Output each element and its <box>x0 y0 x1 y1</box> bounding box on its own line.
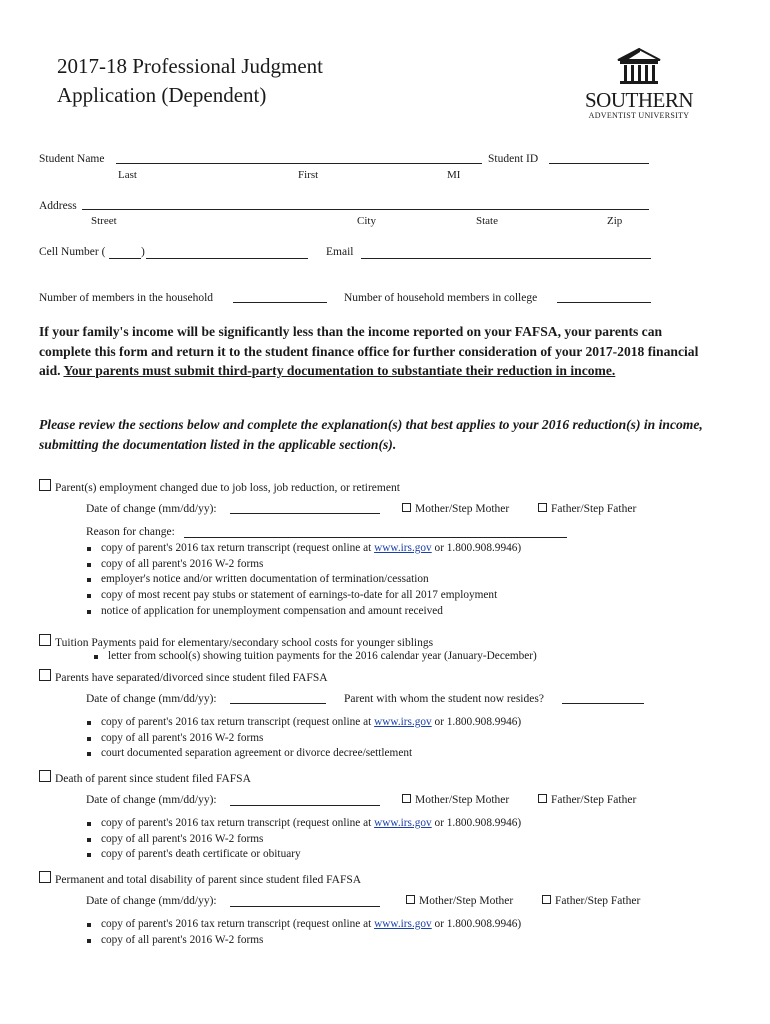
s5-mother-checkbox[interactable] <box>406 895 415 904</box>
list-item: letter from school(s) showing tuition payments for the 2016 calendar year (January-December) <box>108 649 537 665</box>
s3-doc-list <box>101 715 521 762</box>
bullet-icon <box>87 939 91 943</box>
email-label: Email <box>326 246 354 258</box>
s1-mother-label: Mother/Step Mother <box>415 503 510 515</box>
s3-resides-field[interactable] <box>562 703 644 704</box>
intro-text: If your family's income will be significantly less than the income reported on your FAFSA, your parents can complete this form and return it to the student finance office for further consideration of your 2017-2018 financial aid. <box>39 324 699 378</box>
bullet-icon <box>87 822 91 826</box>
s4-date-label: Date of change (mm/dd/yy): <box>86 794 217 806</box>
student-id-label: Student ID <box>488 153 539 165</box>
s1-father-label: Father/Step Father <box>551 503 637 515</box>
address-field[interactable] <box>82 209 649 210</box>
section-disability <box>39 871 361 886</box>
section-separated <box>39 669 328 684</box>
bullet-icon <box>87 923 91 927</box>
college-label: Number of household members in college <box>344 292 538 304</box>
household-label: Number of members in the household <box>39 292 214 304</box>
irs-link[interactable]: www.irs.gov <box>374 918 432 930</box>
email-field[interactable] <box>361 258 651 259</box>
intro-paragraph <box>39 322 699 381</box>
s4-father-option[interactable] <box>538 794 636 806</box>
s5-doc-list <box>101 917 521 948</box>
title-line-1: 2017-18 Professional Judgment <box>57 54 323 78</box>
s1-mother-option[interactable] <box>402 503 509 515</box>
s4-father-checkbox[interactable] <box>538 794 547 803</box>
s3-resides-label: Parent with whom the student now resides? <box>344 693 544 705</box>
logo-subtitle: ADVENTIST UNIVERSITY <box>588 111 690 120</box>
s5-father-checkbox[interactable] <box>542 895 551 904</box>
s1-reason-label: Reason for change: <box>86 526 175 538</box>
list-item: court documented separation agreement or divorce decree/settlement <box>101 746 521 762</box>
s2-doc-list <box>108 649 537 665</box>
first-label: First <box>298 169 319 181</box>
bullet-icon <box>87 594 91 598</box>
title-line-2: Application (Dependent) <box>57 83 267 107</box>
list-item: copy of all parent's 2016 W-2 forms <box>101 933 521 949</box>
irs-link[interactable]: www.irs.gov <box>374 716 432 728</box>
list-item: copy of most recent pay stubs or statement of earnings-to-date for all 2017 employment <box>101 588 521 604</box>
list-item: copy of all parent's 2016 W-2 forms <box>101 832 521 848</box>
s1-father-checkbox[interactable] <box>538 503 547 512</box>
bullet-icon <box>87 721 91 725</box>
s3-date-label: Date of change (mm/dd/yy): <box>86 693 217 705</box>
southern-adventist-logo <box>578 44 700 124</box>
list-item: copy of parent's death certificate or obituary <box>101 847 521 863</box>
section-employment <box>39 479 400 494</box>
s4-date-field[interactable] <box>230 805 380 806</box>
list-item: copy of all parent's 2016 W-2 forms <box>101 731 521 747</box>
s4-mother-option[interactable] <box>402 794 509 806</box>
bullet-icon <box>87 752 91 756</box>
section-death <box>39 770 251 785</box>
list-item: copy of parent's 2016 tax return transcript (request online at www.irs.gov or 1.800.908.9946) <box>101 715 521 731</box>
s1-mother-checkbox[interactable] <box>402 503 411 512</box>
s5-mother-label: Mother/Step Mother <box>419 895 514 907</box>
cell-close-paren: ) <box>141 246 145 258</box>
list-item: employer's notice and/or written documentation of termination/cessation <box>101 572 521 588</box>
s5-mother-option[interactable] <box>406 895 513 907</box>
bullet-icon <box>87 853 91 857</box>
s3-date-field[interactable] <box>230 703 326 704</box>
bullet-icon <box>87 610 91 614</box>
checkbox-employment[interactable] <box>39 479 51 491</box>
checkbox-separated[interactable] <box>39 669 51 681</box>
logo-name: SOUTHERN <box>584 88 693 112</box>
s4-doc-list <box>101 816 521 863</box>
s1-reason-field[interactable] <box>184 537 567 538</box>
section-employment-title: Parent(s) employment changed due to job loss, job reduction, or retirement <box>55 482 400 494</box>
list-item: copy of parent's 2016 tax return transcript (request online at www.irs.gov or 1.800.908.9946) <box>101 816 521 832</box>
page-title <box>57 52 323 110</box>
college-field[interactable] <box>557 302 651 303</box>
checkbox-tuition[interactable] <box>39 634 51 646</box>
instructions-paragraph: Please review the sections below and complete the explanation(s) that best applies to your 2016 reduction(s) in income, submitting the documentation listed in the applicable section(s). <box>39 417 703 452</box>
state-label: State <box>476 215 498 227</box>
section-disability-title: Permanent and total disability of parent since student filed FAFSA <box>55 874 362 886</box>
bullet-icon <box>87 578 91 582</box>
section-tuition <box>39 634 433 649</box>
s4-mother-checkbox[interactable] <box>402 794 411 803</box>
student-name-field[interactable] <box>116 163 482 164</box>
list-item: copy of parent's 2016 tax return transcript (request online at www.irs.gov or 1.800.908.9946) <box>101 541 521 557</box>
section-tuition-title: Tuition Payments paid for elementary/secondary school costs for younger siblings <box>55 637 434 649</box>
cell-number-label: Cell Number ( <box>39 246 106 258</box>
student-id-field[interactable] <box>549 163 649 164</box>
s5-father-option[interactable] <box>542 895 640 907</box>
irs-link[interactable]: www.irs.gov <box>374 542 432 554</box>
list-item: notice of application for unemployment compensation and amount received <box>101 604 521 620</box>
bullet-icon <box>87 838 91 842</box>
s4-mother-label: Mother/Step Mother <box>415 794 510 806</box>
zip-label: Zip <box>607 215 623 227</box>
mi-label: MI <box>447 169 461 181</box>
household-field[interactable] <box>233 302 327 303</box>
checkbox-death[interactable] <box>39 770 51 782</box>
s1-date-field[interactable] <box>230 513 380 514</box>
bullet-icon <box>87 563 91 567</box>
city-label: City <box>357 215 376 227</box>
bullet-icon <box>94 655 98 659</box>
section-death-title: Death of parent since student filed FAFSA <box>55 773 251 785</box>
section-separated-title: Parents have separated/divorced since student filed FAFSA <box>55 672 328 684</box>
list-item: copy of parent's 2016 tax return transcript (request online at www.irs.gov or 1.800.908.9946) <box>101 917 521 933</box>
s4-father-label: Father/Step Father <box>551 794 637 806</box>
s1-father-option[interactable] <box>538 503 636 515</box>
cell-number-field[interactable] <box>146 258 308 259</box>
address-label: Address <box>39 200 77 212</box>
irs-link[interactable]: www.irs.gov <box>374 817 432 829</box>
area-code-field[interactable] <box>109 258 141 259</box>
s5-date-label: Date of change (mm/dd/yy): <box>86 895 217 907</box>
s1-date-label: Date of change (mm/dd/yy): <box>86 503 217 515</box>
bullet-icon <box>87 547 91 551</box>
s5-father-label: Father/Step Father <box>555 895 641 907</box>
s1-doc-list <box>101 541 521 620</box>
intro-underlined-text: Your parents must submit third-party documentation to substantiate their reduction in income. <box>63 363 616 378</box>
street-label: Street <box>91 215 117 227</box>
checkbox-disability[interactable] <box>39 871 51 883</box>
bullet-icon <box>87 737 91 741</box>
last-label: Last <box>118 169 137 181</box>
list-item: copy of all parent's 2016 W-2 forms <box>101 557 521 573</box>
s5-date-field[interactable] <box>230 906 380 907</box>
student-name-label: Student Name <box>39 153 105 165</box>
